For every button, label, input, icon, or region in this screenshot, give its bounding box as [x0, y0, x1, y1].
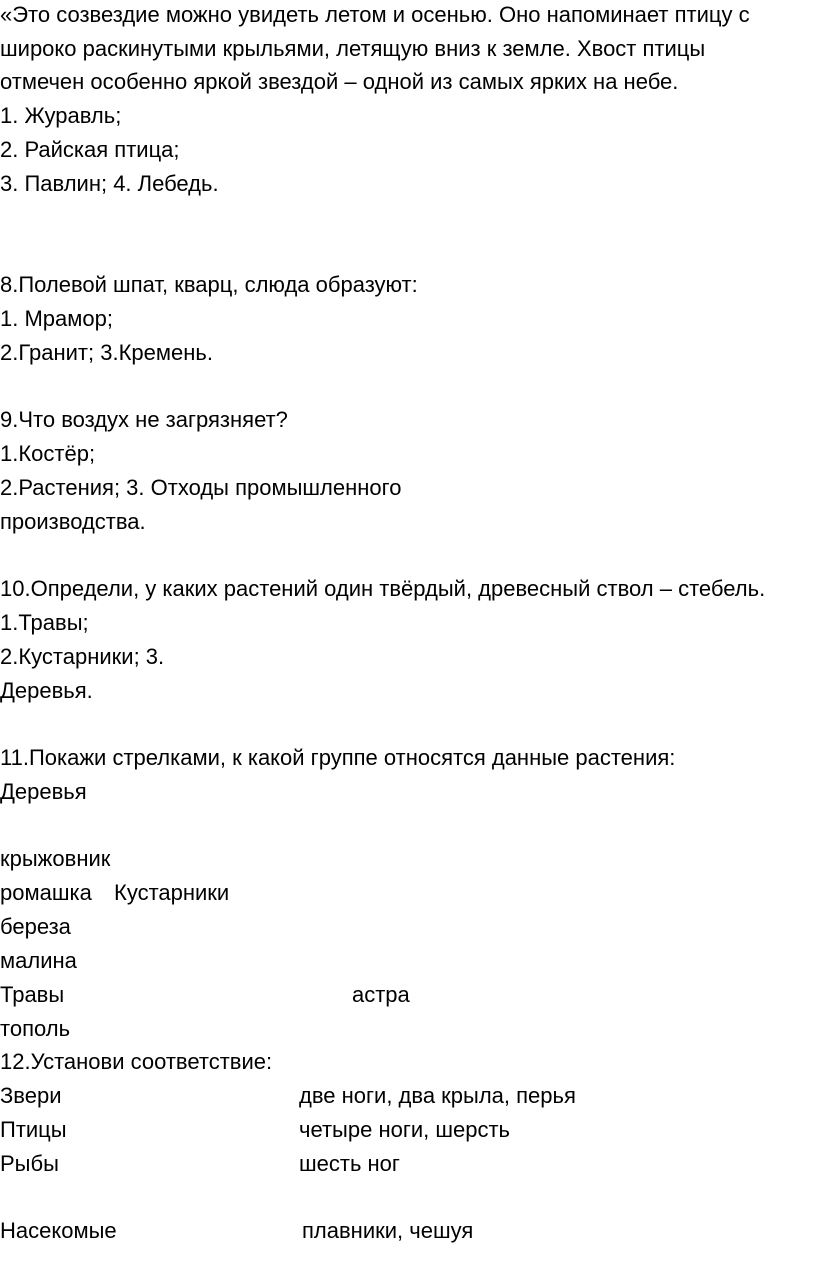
q8-option-2-3: 2.Гранит; 3.Кремень. [0, 340, 213, 365]
q7-option-1: 1. Журавль; [0, 103, 122, 128]
q8-option-1: 1. Мрамор; [0, 306, 113, 331]
q11-group-shrubs: Кустарники [114, 880, 230, 905]
q10-question: 10.Определи, у каких растений один твёрдый, древесный ствол – стебель. [0, 576, 766, 601]
q9-option-3-cont: производства. [0, 509, 146, 534]
q7-text-line-2: широко раскинутыми крыльями, летящую вниз к земле. Хвост птицы [0, 36, 706, 61]
q7-text-line-3: отмечен особенно яркой звездой – одной из самых ярких на небе. [0, 69, 679, 94]
q11-group-trees: Деревья [0, 779, 87, 804]
q8-question: 8.Полевой шпат, кварц, слюда образуют: [0, 272, 418, 297]
q11-plant-poplar: тополь [0, 1016, 71, 1041]
q12-left-beasts: Звери [0, 1083, 62, 1108]
q11-plant-birch: береза [0, 914, 71, 939]
q9-option-2-3: 2.Растения; 3. Отходы промышленного [0, 475, 402, 500]
q12-right-insects-traits: шесть ног [299, 1151, 400, 1176]
q12-left-insects: Насекомые [0, 1218, 117, 1243]
q9-option-1: 1.Костёр; [0, 441, 96, 466]
q12-left-fish: Рыбы [0, 1151, 59, 1176]
q11-plant-chamomile: ромашка [0, 880, 92, 905]
q11-plant-gooseberry: крыжовник [0, 846, 111, 871]
q12-left-birds: Птицы [0, 1117, 67, 1142]
q12-question: 12.Установи соответствие: [0, 1049, 273, 1074]
q10-option-2-3: 2.Кустарники; 3. [0, 644, 165, 669]
q7-option-2: 2. Райская птица; [0, 137, 180, 162]
q12-right-birds-traits: две ноги, два крыла, перья [299, 1083, 576, 1108]
q12-right-fish-traits: плавники, чешуя [302, 1218, 474, 1243]
q11-plant-aster: астра [352, 982, 410, 1007]
q10-option-1: 1.Травы; [0, 610, 89, 635]
q7-text-line-1: «Это созвездие можно увидеть летом и осенью. Оно напоминает птицу с [0, 2, 750, 27]
q12-right-beasts-traits: четыре ноги, шерсть [299, 1117, 511, 1142]
q10-option-3-cont: Деревья. [0, 678, 93, 703]
q11-plant-raspberry: малина [0, 948, 77, 973]
q9-question: 9.Что воздух не загрязняет? [0, 407, 288, 432]
q7-option-3-4: 3. Павлин; 4. Лебедь. [0, 171, 219, 196]
q11-group-grasses: Травы [0, 982, 65, 1007]
q11-question: 11.Покажи стрелками, к какой группе относятся данные растения: [0, 745, 676, 770]
